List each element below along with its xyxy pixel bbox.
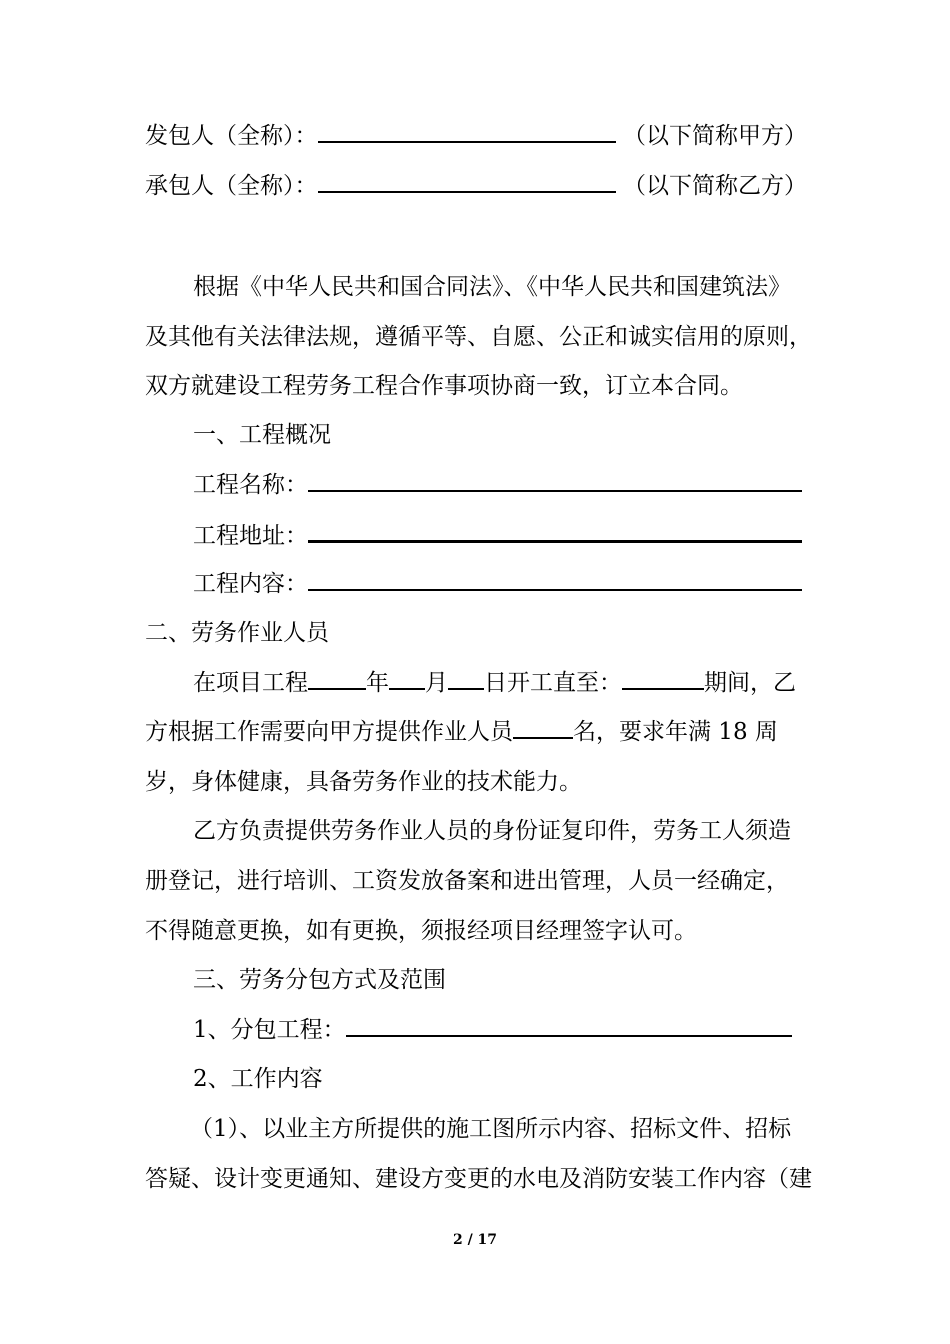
year-blank[interactable]	[308, 658, 366, 690]
section2-p1-line3: 岁，身体健康，具备劳务作业的技术能力。	[145, 769, 582, 795]
text-span: 期间，乙	[704, 670, 796, 696]
text-span: 在项目工程	[193, 670, 308, 696]
subcontract-blank[interactable]	[346, 1005, 792, 1037]
party-a-row	[145, 111, 807, 161]
project-name-label: 工程名称：	[193, 472, 308, 498]
text-span: 月	[425, 670, 448, 696]
page-number: 2 / 17	[452, 1232, 498, 1248]
intro-line-2: 及其他有关法律法规，遵循平等、自愿、公正和诚实信用的原则，	[145, 324, 812, 350]
intro-line-3: 双方就建设工程劳务工程合作事项协商一致，订立本合同。	[145, 373, 743, 399]
month-blank[interactable]	[389, 658, 425, 690]
project-name-row	[193, 460, 807, 510]
section3-heading: 三、劳务分包方式及范围	[193, 967, 446, 993]
party-b-row	[145, 161, 807, 211]
end-date-blank[interactable]	[622, 658, 704, 690]
party-b-blank[interactable]	[318, 161, 616, 193]
project-content-label: 工程内容：	[193, 571, 308, 597]
sub1-line2: 答疑、设计变更通知、建设方变更的水电及消防安装工作内容（建	[145, 1166, 812, 1192]
section2-p2-line1: 乙方负责提供劳务作业人员的身份证复印件，劳务工人须造	[193, 818, 791, 844]
text-span: 名，要求年满 18 周	[573, 719, 778, 745]
section2-p2-line3: 不得随意更换，如有更换，须报经项目经理签字认可。	[145, 918, 697, 944]
section2-heading: 二、劳务作业人员	[145, 620, 329, 646]
section2-p1-line1	[193, 658, 807, 708]
work-content-heading: 2、工作内容	[193, 1066, 323, 1092]
project-address-row	[193, 510, 807, 560]
subcontract-label: 1、分包工程：	[193, 1017, 346, 1043]
section2-p1-line2	[145, 707, 807, 757]
project-address-blank[interactable]	[308, 510, 802, 543]
party-a-suffix: （以下简称甲方）	[623, 123, 807, 149]
text-span: 年	[366, 670, 389, 696]
party-a-blank[interactable]	[318, 111, 616, 143]
project-content-row	[193, 559, 807, 609]
section1-heading: 一、工程概况	[193, 422, 331, 448]
section2-p2-line2: 册登记，进行培训、工资发放备案和进出管理，人员一经确定，	[145, 868, 789, 894]
project-name-blank[interactable]	[308, 460, 802, 492]
worker-count-blank[interactable]	[513, 707, 573, 739]
project-content-blank[interactable]	[308, 559, 802, 591]
party-b-label: 承包人（全称）：	[145, 173, 318, 199]
project-address-label: 工程地址：	[193, 523, 308, 549]
sub1-line1: （1）、以业主方所提供的施工图所示内容、招标文件、招标	[190, 1116, 792, 1142]
intro-line-1: 根据《中华人民共和国合同法》、《中华人民共和国建筑法》	[193, 274, 791, 300]
text-span: 日开工直至：	[484, 670, 622, 696]
party-a-label: 发包人（全称）：	[145, 123, 318, 149]
party-b-suffix: （以下简称乙方）	[623, 173, 807, 199]
text-span: 方根据工作需要向甲方提供作业人员	[145, 719, 513, 745]
subcontract-row	[193, 1005, 807, 1055]
day-blank[interactable]	[448, 658, 484, 690]
